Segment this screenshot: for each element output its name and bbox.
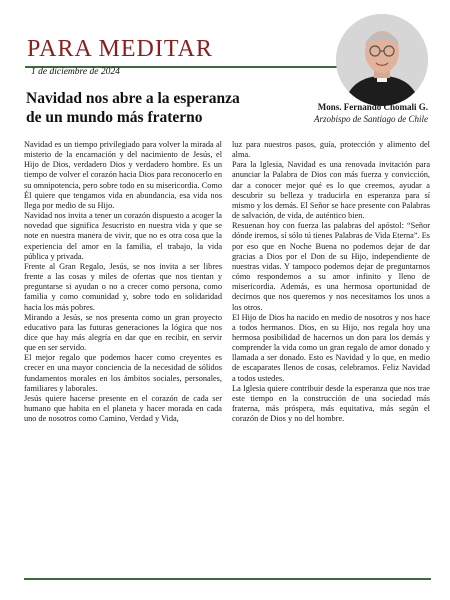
footer-rule: [24, 578, 431, 580]
paragraph: luz para nuestros pasos, guía, protección y alimento del alma.: [232, 140, 430, 160]
paragraph: Navidad es un tiempo privilegiado para volver la mirada al misterio de la encarnación y del nacimiento de Jesús, el Hijo de Dios, verdadero Dios y verdadero hombre. Es un tiempo de volver el corazón hacia Dios para reconocerlo en su omnipotencia, pero sobre todo en su misericordia. Como Él quiere que tengamos vida en abundancia, esa vida nos llega por medio de su Hijo.: [24, 140, 222, 210]
paragraph: El Hijo de Dios ha nacido en medio de nosotros y nos hace a todos hermanos. Dios, en su Hijo, nos regala hoy una hermosa posibilidad de hacernos un don para los demás y comprender la vida como un gran regalo de amor donado y llamada a ser donado. Esto es Navidad y lo que, en medio de escaparates llenos de cosas, celebramos. Feliz Navidad a todos ustedes.: [232, 312, 430, 383]
author-photo-illustration: [336, 14, 428, 106]
paragraph: Frente al Gran Regalo, Jesús, se nos invita a ser libres frente a las cosas y miles de ofertas que nos tientan y preguntarse si ayudan o no a crecer como persona, como familia y como comunidad y, sobre todo en solidaridad hacia los más pobres.: [24, 261, 222, 312]
article-column-right: [232, 140, 430, 560]
publication-date: 1 de diciembre de 2024: [31, 67, 120, 77]
paragraph: El mejor regalo que podemos hacer como creyentes es crecer en una mayor conciencia de la necesidad de sólidos fundamentos morales en los ámbitos sociales, personales, familiares y laborales.: [24, 353, 222, 393]
headline-line: de un mundo más fraterno: [26, 109, 203, 126]
paragraph: Mirando a Jesús, se nos presenta como un gran proyecto educativo para las futuras generaciones la lógica que nos dice que hay más alegría en dar que en recibir, en servir que en ser servido.: [24, 312, 222, 353]
section-title: PARA MEDITAR: [27, 36, 213, 62]
paragraph: La Iglesia quiere contribuir desde la esperanza que nos trae este tiempo en la construcción de una sociedad más fraterna, más próspera, más equitativa, más según el corazón de Dios y no del hombre.: [232, 383, 430, 424]
author-role: Arzobispo de Santiago de Chile: [314, 114, 428, 124]
article-column-left: [24, 140, 222, 560]
paragraph: Jesús quiere hacerse presente en el corazón de cada ser humano que habita en el planeta y hacer morada en cada uno de nosotros como Camino, Verdad y Vida,: [24, 393, 222, 424]
paragraph: Para la Iglesia, Navidad es una renovada invitación para anunciar la Palabra de Dios con más fuerza y convicción, dar a conocer mejor qué es lo que creemos, ayudar a descubrir su belleza y traducirla en esperanza para sí mismo y los demás. El Señor se hace presente con Palabras de salvación, de vida, de auténtico bien.: [232, 160, 430, 221]
author-name: Mons. Fernando Chomali G.: [317, 102, 428, 112]
paragraph: Navidad nos invita a tener un corazón dispuesto a acoger la novedad que significa Jesucristo en nuestra vida y que se note en nuestra manera de vivir, que no es otra cosa que la experiencia del amor en la familia, el trabajo, la vida pública y privada.: [24, 211, 222, 261]
author-portrait: [336, 14, 428, 106]
headline-line: Navidad nos abre a la esperanza: [26, 90, 240, 107]
author-byline: [248, 101, 428, 125]
paragraph: Resuenan hoy con fuerza las palabras del apóstol: “Señor dónde iremos, sí sólo tú tienes Palabras de Vida Eterna”. Es por eso que en Noche Buena no podemos dejar de dar gracias a Dios por el Don de su Hijo, independiente de nuestras vidas. Y tampoco podemos dejar de preguntarnos cómo respondemos a su amor infinito y lleno de misericordia. Además, es una hermosa oportunidad de decirnos que nos queremos y nos necesitamos los unos a los otros.: [232, 221, 430, 312]
article-body: [24, 140, 430, 560]
